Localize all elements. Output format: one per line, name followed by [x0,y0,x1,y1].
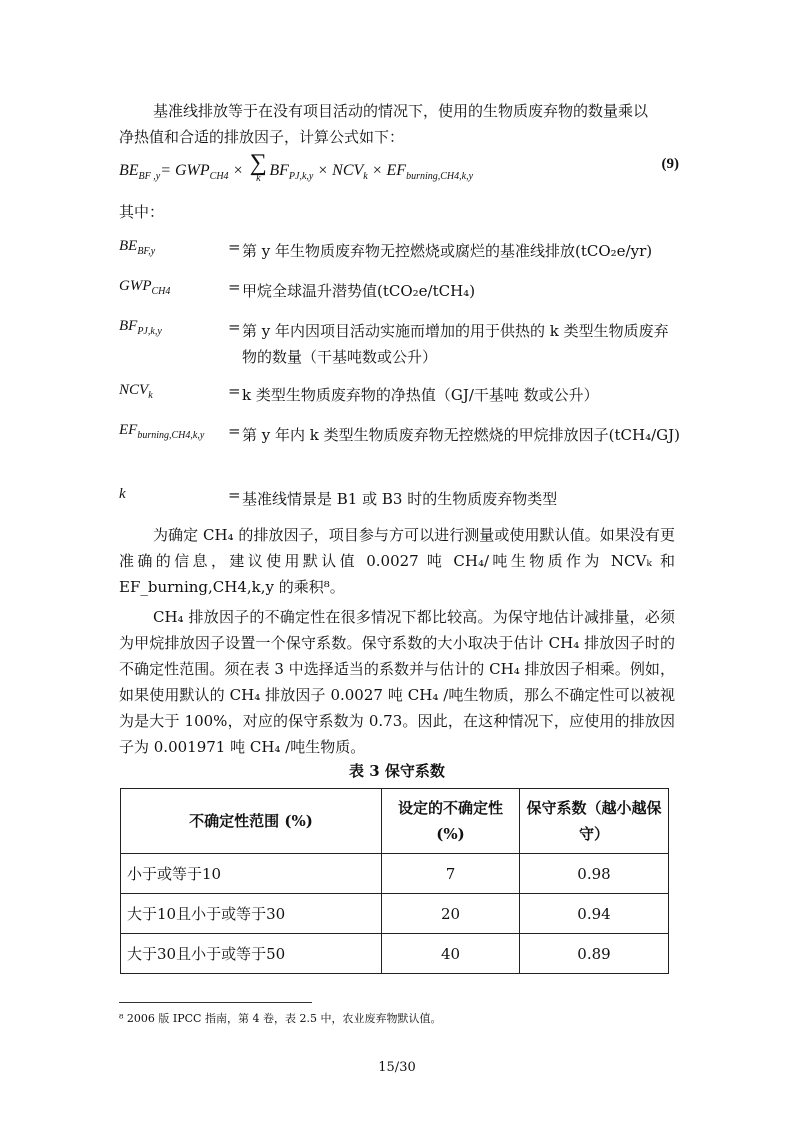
table-caption: 表 3 保守系数 [349,762,445,780]
definition-text: 基准线情景是 B1 或 B3 时的生物质废弃物类型 [242,490,558,508]
definition-text: 第 y 年内 k 类型生物质废弃物无控燃烧的甲烷排放因子(tCH₄/GJ) [242,426,680,444]
table-cell: 大于30且小于或等于50 [121,934,382,974]
intro-line-1: 基准线排放等于在没有项目活动的情况下，使用的生物质废弃物的数量乘以 [153,102,649,120]
table-cell: 0.94 [520,894,669,934]
footnote-divider [119,1002,312,1003]
table-row [121,894,669,934]
table-cell: 0.98 [520,854,669,894]
definition-text: 甲烷全球温升潜势值(tCO₂e/tCH₄) [242,282,476,300]
table-cell: 大于10且小于或等于30 [121,894,382,934]
intro-line-2: 净热值和合适的排放因子，计算公式如下： [119,128,405,146]
conservativeness-table [120,788,669,974]
equation-expression: $BE_{BF ,y}= GWP_{CH4}$ × ∑ k $BF_{PJ,k,y} \times NCV_k \times EF_{burning,CH4,k,y}$ [119,150,474,184]
equation-number: (9) [661,156,679,172]
column-header: 设定的不确定性 (%) [382,789,520,854]
table-cell: 0.89 [520,934,669,974]
definition-text: k 类型生物质废弃物的净热值（GJ/干基吨 数或公升） [242,386,599,404]
where-label: 其中： [119,203,165,221]
document-page: 基准线排放等于在没有项目活动的情况下，使用的生物质废弃物的数量乘以 净热值和合适的排放因子，计算公式如下： $BE_{BF ,y}= GWP_{CH4}$ × ∑ k $BF_{PJ,k,y} \times NCV_k \times EF_{burning,CH4,k,y}$ (9) 其中： $BE_{BF,y}$ = 第 y 年生物质废弃物无控燃烧或腐烂的基准线排放(tCO₂e/yr) $GWP_{CH4}$ = 甲烷全球温升潜势值(tCO₂e/tCH₄) $BF_{PJ,k,y}$ = 第 y 年内因项目活动实施而增加的用于供热的 k 类型生物质废弃物的数量（干基吨数或公升） $NCV_k$ = k 类型生物质废弃物的净热值（GJ/干基吨 数或公升） $EF_{burning,CH4,k,y}$ = 第 y 年内 k 类型生物质废弃物无控燃烧的甲烷排放因子(tCH₄/GJ) k = 基准线情景是 B1 或 B3 时的生物质废弃物类型 为确定 CH₄ 的排放因子，项目参与方可以进行测量或使用默认值。如果没有更准确的信息，建议使用默认值 0.0027 吨 CH₄/吨生物质作为 NCVₖ 和 EF_burning,CH4,k,y 的乘积⁸。 CH₄ 排放因子的不确定性在很多情况下都比较高。为保守地估计减排量，必须为甲烷排放因子设置一个保守系数。保守系数的大小取决于估计 CH₄ 排放因子时的不确定性范围。须在表 3 中选择适当的系数并与估计的 CH₄ 排放因子相乘。例如，如果使用默认的 CH₄ 排放因子 0.0027 吨 CH₄ /吨生物质，那么不确定性可以被视为是大于 100%，对应的保守系数为 0.73。因此，在这种情况下，应使用的排放因子为 0.001971 吨 CH₄ /吨生物质。 表 3 保守系数 不确定性范围 (%) 设定的不确定性 (%) 保守系数（越小越保守） 小于或等于10 7 0.98 大于10且小于或等于30 20 0.94 大于30且小于或等于50 40 0.89 ⁸ 2006 版 IPCC 指南，第 4 卷，表 2.5 中，农业废弃物默认值。 15/30 [0,0,794,1123]
table-row [121,934,669,974]
table-cell: 小于或等于10 [121,854,382,894]
table-cell: 40 [382,934,520,974]
table-row [121,854,669,894]
default-value-paragraph: 为确定 CH₄ 的排放因子，项目参与方可以进行测量或使用默认值。如果没有更准确的信息，建议使用默认值 0.0027 吨 CH₄/吨生物质作为 NCVₖ 和 EF_burning,CH4,k,y 的乘积⁸。 [119,526,675,596]
column-header: 保守系数（越小越保守） [520,789,669,854]
conservativeness-paragraph: CH₄ 排放因子的不确定性在很多情况下都比较高。为保守地估计减排量，必须为甲烷排放因子设置一个保守系数。保守系数的大小取决于估计 CH₄ 排放因子时的不确定性范围。须在表 3 中选择适当的系数并与估计的 CH₄ 排放因子相乘。例如，如果使用默认的 CH₄ 排放因子 0.0027 吨 CH₄ /吨生物质，那么不确定性可以被视为是大于 100%，对应的保守系数为 0.73。因此，在这种情况下，应使用的排放因子为 0.001971 吨 CH₄ /吨生物质。 [119,608,675,756]
table-cell: 20 [382,894,520,934]
summation-symbol: ∑ k [249,150,267,184]
page-number: 15/30 [378,1060,416,1075]
column-header: 不确定性范围 (%) [121,789,382,854]
definition-text: 第 y 年内因项目活动实施而增加的用于供热的 k 类型生物质废弃物的数量（干基吨数或公升） [242,322,669,366]
table-cell: 7 [382,854,520,894]
intro-paragraph [119,98,675,150]
table-header-row [121,789,669,854]
equation-9 [119,148,679,192]
footnote-8: ⁸ 2006 版 IPCC 指南，第 4 卷，表 2.5 中，农业废弃物默认值。 [119,1012,442,1025]
definition-text: 第 y 年生物质废弃物无控燃烧或腐烂的基准线排放(tCO₂e/yr) [242,242,653,260]
